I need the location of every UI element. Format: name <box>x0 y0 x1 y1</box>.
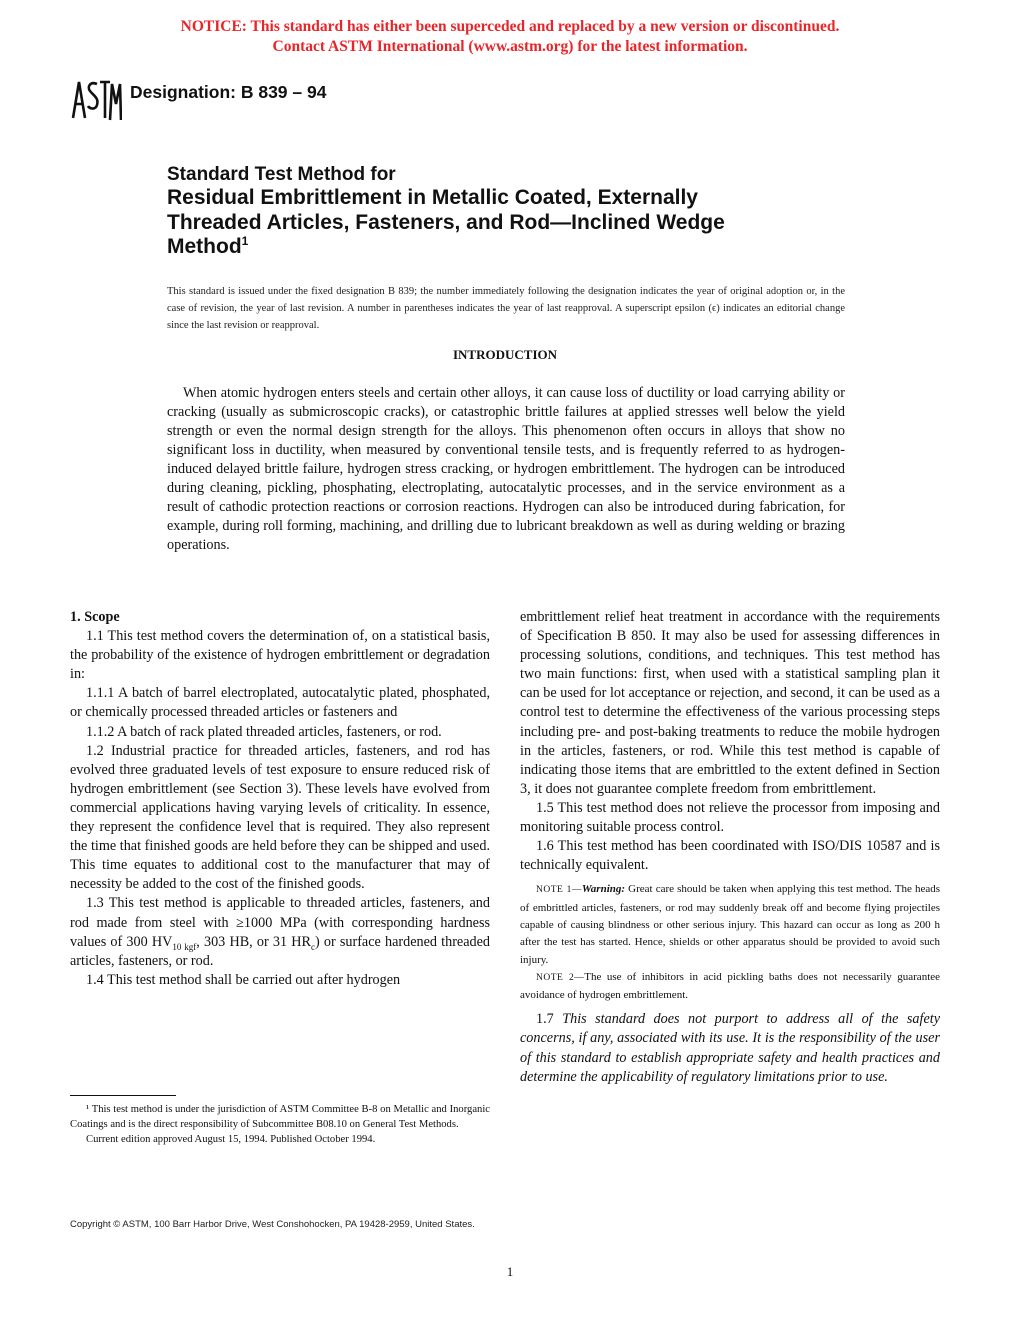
para-1-7: 1.7 This standard does not purport to address all of the safety concerns, if any, associated with its use. It is the responsibility of the user of this standard to establish appropriate safety and health practices and determine the applicability of regulatory limitations prior to use. <box>520 1011 940 1085</box>
introduction-heading: INTRODUCTION <box>452 347 557 362</box>
issue-note: This standard is issued under the fixed designation B 839; the number immediately following the designation indicates the year of original adoption or, in the case of revision, the year of last revision. A number in parentheses indicates the year of last reapproval. A superscript epsilon (ϵ) indicates an editorial change since the last revision or reapproval. <box>167 286 845 331</box>
copyright: Copyright © ASTM, 100 Barr Harbor Drive, West Conshohocken, PA 19428-2959, United States. <box>70 1219 475 1230</box>
title-line-1: Standard Test Method for <box>167 164 396 185</box>
footnotes <box>70 1102 490 1147</box>
notice-line-1: NOTICE: This standard has either been superceded and replaced by a new version or discontinued. <box>180 18 840 35</box>
para-1-1-1: 1.1.1 A batch of barrel electroplated, autocatalytic plated, phosphated, or chemically processed threaded articles or fasteners and <box>70 685 490 721</box>
para-1-2: 1.2 Industrial practice for threaded articles, fasteners, and rod has evolved three graduated levels of test exposure to ensure reduced risk of hydrogen embrittlement (see Section 3). These levels have evolved from commercial applications having varying levels of criticality. In essence, they represent the confidence level that is required. They also represent the time that finished goods are held before they can be shipped and used. This time equates to additional cost to the manufacturer that may of necessity be added to the cost of the finished goods. <box>70 742 490 893</box>
title-line-3: Threaded Articles, Fasteners, and Rod—Inclined Wedge <box>167 210 725 234</box>
footnote-divider <box>70 1095 176 1096</box>
note-1: NOTE 1—Warning: Great care should be taken when applying this test method. The heads of embrittled articles, fasteners, or rod may suddenly break off and become flying projectiles capable of causing blindness or other serious injury. This hazard can occur as long as 200 h after the test has started. Hence, shields or other apparatus should be provided to avoid such injury. <box>520 883 940 966</box>
designation: Designation: B 839 – 94 <box>130 82 327 102</box>
notice-line-2: Contact ASTM International (www.astm.org) for the latest information. <box>272 38 748 55</box>
para-1-6: 1.6 This test method has been coordinated with ISO/DIS 10587 and is technically equivalent. <box>520 838 940 874</box>
document-title <box>167 186 847 260</box>
title-line-2: Residual Embrittlement in Metallic Coated, Externally <box>167 186 698 209</box>
title-line-4: Method <box>167 235 242 258</box>
footnote-2: Current edition approved August 15, 1994. Published October 1994. <box>86 1134 376 1145</box>
section-1-heading: 1. Scope <box>70 609 120 625</box>
para-1-1: 1.1 This test method covers the determination of, on a statistical basis, the probability of the existence of hydrogen embrittlement or degradation in: <box>70 628 490 683</box>
page-number: 1 <box>506 1264 514 1279</box>
right-column <box>520 608 940 1087</box>
para-1-5: 1.5 This test method does not relieve the processor from imposing and monitoring suitable process control. <box>520 799 940 836</box>
para-1-3: 1.3 This test method is applicable to threaded articles, fasteners, and rod made from steel with ≥1000 MPa (with corresponding hardness values of 300 $HV_{10 kgf}$, 303 HB, or 31 $HR_c$) or surface hardened threaded articles, fasteners, or rod. <box>70 895 491 969</box>
footnote-1: ¹ This test method is under the jurisdiction of ASTM Committee B-8 on Metallic and Inorganic Coatings and is the direct responsibility of Subcommittee B08.10 on General Test Methods. <box>70 1104 490 1130</box>
para-1-1-2: 1.1.2 A batch of rack plated threaded articles, fasteners, or rod. <box>86 723 442 740</box>
introduction-text: When atomic hydrogen enters steels and certain other alloys, it can cause loss of ductility or load carrying ability or cracking (usually as submicroscopic cracks), or catastrophic brittle failures at applied stresses well below the yield strength or even the normal design strength for the alloys. This phenomenon often occurs in alloys that show no significant loss in ductility, when measured by conventional tensile tests, and is frequently referred to as hydrogen-induced delayed brittle failure, hydrogen stress cracking, or hydrogen embrittlement. The hydrogen can be introduced during cleaning, pickling, phosphating, electroplating, autocatalytic processes, and in the service environment as a result of cathodic protection reactions or corrosion reactions. Hydrogen can also be introduced during fabrication, for example, during roll forming, machining, and drilling due to lubricant breakdown as well as during welding or brazing operations. <box>167 385 845 553</box>
astm-logo-icon <box>70 78 122 122</box>
title-footnote-mark: 1 <box>241 234 249 248</box>
note-2: NOTE 2—The use of inhibitors in acid pickling baths does not necessarily guarantee avoidance of hydrogen embrittlement. <box>520 970 941 1002</box>
para-1-4-continued: embrittlement relief heat treatment in accordance with the requirements of Specification B 850. It may also be used for assessing differences in processing solutions, conditions, and techniques. This test method has two main functions: first, when used with a statistical sampling plan it can be used for lot acceptance or rejection, and second, it can be used as a control test to determine the effectiveness of the various processing steps including pre- and post-baking treatments to reduce the mobile hydrogen in the articles, fasteners, or rod. While this test method is capable of indicating those items that are embrittled to the extent defined in Section 3, it does not guarantee complete freedom from embrittlement. <box>520 609 940 797</box>
para-1-4: 1.4 This test method shall be carried out after hydrogen <box>86 971 401 988</box>
left-column <box>70 608 490 990</box>
